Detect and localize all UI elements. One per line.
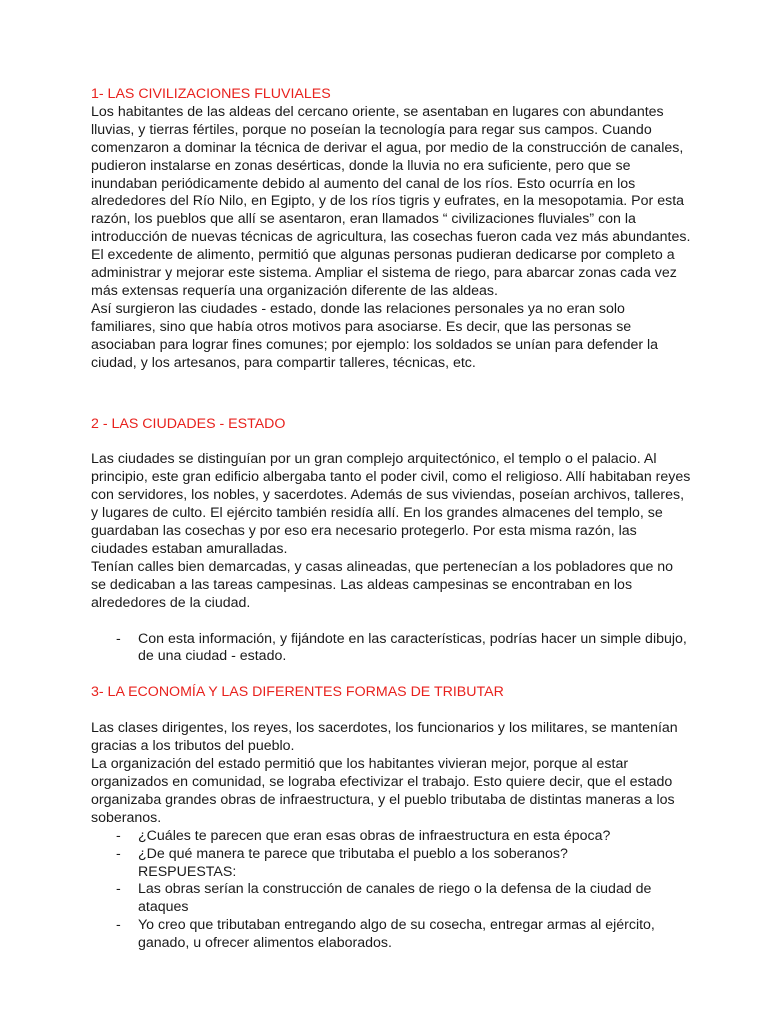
list-item [91, 881, 691, 917]
spacer [91, 400, 691, 416]
spacer [91, 702, 691, 720]
dash-bullet: - [116, 630, 121, 647]
list-item [91, 846, 691, 864]
section-3-paragraph-1: Las clases dirigentes, los reyes, los sacerdotes, los funcionarios y los militares, se mantenían gracias a los tributos del pueblo. [91, 720, 678, 755]
section-2-paragraph-1: Las ciudades se distinguían por un gran complejo arquitectónico, el templo o el palacio. Al principio, este gran edificio albergaba tanto el poder civil, como el religioso. Allí habitaban reyes con servidores, los nobles, y sacerdotes. Además de sus viviendas, poseían archivos, talleres, y lugares de culto. El ejército también residía allí. En los grandes almacenes del templo, se guardaban las cosechas y por eso era necesario protegerlo. Por esta misma razón, las ciudades estaban amuralladas. [91, 451, 691, 557]
section-3-heading: 3- LA ECONOMÍA Y LAS DIFERENTES FORMAS DE TRIBUTAR [91, 684, 504, 701]
list-item [91, 917, 691, 953]
spacer [91, 373, 691, 400]
list-item-text: Yo creo que tributaban entregando algo de su cosecha, entregar armas al ejército, ganado, u ofrecer alimentos elaborados. [138, 917, 655, 952]
section-1-heading: 1- LAS CIVILIZACIONES FLUVIALES [91, 86, 331, 102]
answers-label: RESPUESTAS: [138, 863, 237, 880]
list-item-text: ¿De qué manera te parece que tributaba el pueblo a los soberanos? [138, 845, 568, 862]
list-item-text: Con esta información, y fijándote en las características, podrías hacer un simple dibujo, de una ciudad - estado. [138, 630, 687, 665]
section-3-answers [91, 881, 691, 953]
list-item-text: ¿Cuáles te parecen que eran esas obras de infraestructura en esta época? [138, 827, 611, 844]
section-2-paragraph-2: Tenían calles bien demarcadas, y casas alineadas, que pertenecían a los pobladores que no se dedicaban a las tareas campesinas. Las aldeas campesinas se encontraban en los alrededores de la ciudad. [91, 558, 674, 611]
section-1-paragraph-1: Los habitantes de las aldeas del cercano oriente, se asentaban en lugares con abundantes lluvias, y tierras fértiles, porque no poseían la tecnología para regar sus campos. Cuando comenzaron a dominar la técnica de derivar el agua, por medio de la construcción de canales, pudieron instalarse en zonas desérticas, donde la lluvia no era suficiente, pero que se inundaban periódicamente debido al aumento del canal de los ríos. Esto ocurría en los alrededores del Río Nilo, en Egipto, y de los ríos tigris y eufrates, en la mesopotamia. Por esta razón, los pueblos que allí se asentaron, eran llamados “ civilizaciones fluviales” con la introducción de nuevas técnicas de agricultura, las cosechas fueron cada vez más abundantes. El excedente de alimento, permitió que algunas personas pudieran dedicarse por completo a administrar y mejorar este sistema. Ampliar el sistema de riego, para abarcar zonas cada vez más extensas requería una organización diferente de las aldeas. [91, 103, 691, 299]
section-3-paragraph-2: La organización del estado permitió que los habitantes vivieran mejor, porque al estar organizados en comunidad, se lograba efectivizar el trabajo. Esto quiere decir, que el estado organizaba grandes obras de infraestructura, y el pueblo tributaba de distintas maneras a los soberanos. [91, 756, 675, 826]
list-item-text: Las obras serían la construcción de canales de riego o la defensa de la ciudad de ataques [138, 881, 652, 916]
document-page [91, 86, 691, 953]
dash-bullet: - [116, 827, 121, 844]
dash-bullet: - [116, 881, 121, 898]
section-2-list [91, 631, 691, 667]
spacer [91, 433, 691, 451]
spacer [91, 613, 691, 631]
list-item [91, 631, 691, 667]
list-item [91, 828, 691, 846]
dash-bullet: - [116, 845, 121, 862]
section-2-heading: 2 - LAS CIUDADES - ESTADO [91, 415, 286, 432]
section-1-paragraph-2: Así surgieron las ciudades - estado, donde las relaciones personales ya no eran solo familiares, sino que había otros motivos para asociarse. Es decir, que las personas se asociaban para lograr fines comunes; por ejemplo: los soldados se unían para defender la ciudad, y los artesanos, para compartir talleres, técnicas, etc. [91, 300, 659, 371]
section-3-questions [91, 828, 691, 864]
spacer [91, 666, 691, 684]
dash-bullet: - [116, 917, 121, 934]
